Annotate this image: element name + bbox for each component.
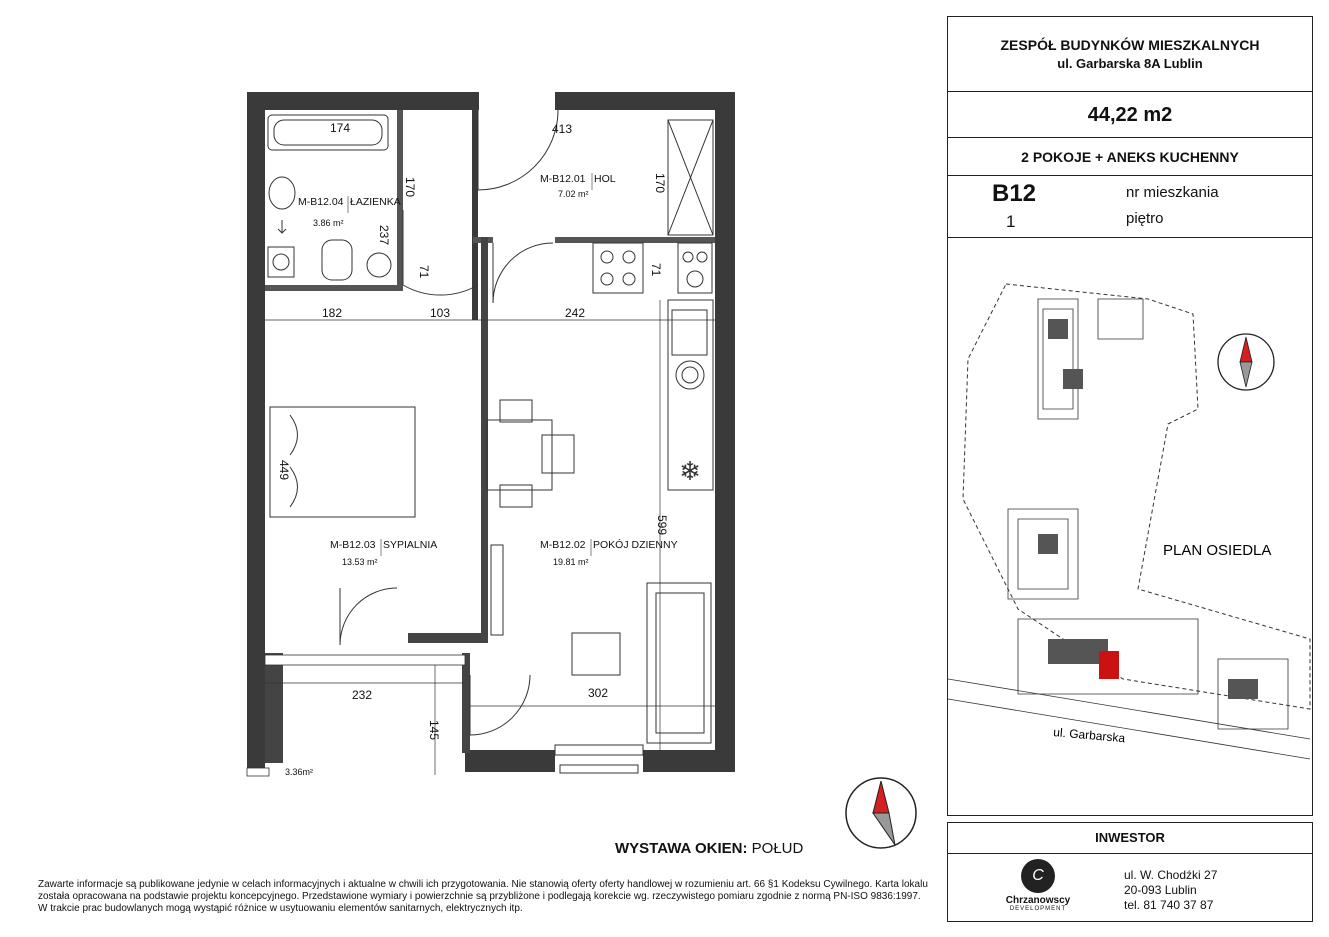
phone: tel. 81 740 37 87 xyxy=(1124,898,1214,912)
svg-text:M-B12.04: M-B12.04 xyxy=(298,196,344,208)
svg-text:HOL: HOL xyxy=(594,173,616,185)
svg-text:413: 413 xyxy=(552,122,573,136)
site-plan-label: PLAN OSIEDLA xyxy=(1163,542,1272,559)
unit-row xyxy=(948,176,1312,238)
svg-text:599: 599 xyxy=(655,515,669,536)
wall-north-left xyxy=(247,92,479,110)
site-plan-map xyxy=(948,239,1312,815)
disclaimer-line-3: W trakcie prac budowlanych mogą wystąpić różnice w usytuowaniu elementów sanitarnych, elektrycznych itp. xyxy=(38,903,523,914)
svg-text:3.36m²: 3.36m² xyxy=(285,767,314,777)
wall-balc-w xyxy=(265,653,283,763)
svg-text:M-B12.01: M-B12.01 xyxy=(540,173,586,185)
floor-number: 1 xyxy=(1006,212,1016,231)
investor-title: INWESTOR xyxy=(948,823,1312,854)
windows xyxy=(555,745,643,773)
bathtub xyxy=(268,115,388,150)
wall-bath-s xyxy=(265,285,403,291)
complex-header xyxy=(948,17,1312,92)
svg-text:M-B12.03: M-B12.03 xyxy=(330,539,376,551)
logo-mark-icon: C xyxy=(1021,859,1055,893)
svg-text:174: 174 xyxy=(330,121,351,135)
disclaimer-line-2: została opracowana na podstawie projektu koncepcyjnego. Przedstawione wymiary i powierzchnie są przybliżone i podlegają korekcie wg. rzeczywistego pomiaru zgodnie z normą PN-ISO 9836:1997. xyxy=(38,891,921,902)
rooms-row xyxy=(948,138,1312,176)
svg-text:19.81 m²: 19.81 m² xyxy=(553,557,589,567)
street-label: ul. Garbarska xyxy=(1052,725,1126,746)
svg-text:302: 302 xyxy=(588,686,609,700)
unit-label: nr mieszkania xyxy=(1126,184,1219,201)
wall-north-right xyxy=(555,92,735,110)
complex-address: ul. Garbarska 8A Lublin xyxy=(1057,56,1203,71)
complex-title: ZESPÓŁ BUDYNKÓW MIESZKALNYCH xyxy=(1000,37,1260,53)
rooms-description: 2 POKOJE + ANEKS KUCHENNY xyxy=(1021,149,1239,165)
info-panel xyxy=(947,16,1313,816)
address-line-1: ul. W. Chodźki 27 xyxy=(1124,868,1218,882)
svg-text:170: 170 xyxy=(403,177,417,198)
svg-text:145: 145 xyxy=(427,720,441,741)
investor-box xyxy=(947,822,1313,922)
svg-text:ŁAZIENKA: ŁAZIENKA xyxy=(350,196,401,208)
svg-text:M-B12.02: M-B12.02 xyxy=(540,539,586,551)
wall-south-right xyxy=(643,750,735,772)
svg-text:POKÓJ DZIENNY: POKÓJ DZIENNY xyxy=(593,539,678,551)
svg-text:7.02 m²: 7.02 m² xyxy=(558,189,589,199)
walls xyxy=(247,92,735,772)
window-orientation xyxy=(615,840,803,857)
wall-balc-e xyxy=(462,653,470,753)
svg-text:237: 237 xyxy=(377,225,391,246)
investor-logo xyxy=(998,859,1078,912)
floor-label: piętro xyxy=(1126,210,1164,227)
svg-text:103: 103 xyxy=(430,306,451,320)
dining-set xyxy=(487,400,574,507)
logo-name: Chrzanowscy xyxy=(1005,895,1071,906)
wall-int xyxy=(472,110,478,320)
wall-bed-s xyxy=(408,633,488,643)
wall-south-mid xyxy=(465,750,555,772)
disclaimer xyxy=(38,879,938,915)
compass-icon-small xyxy=(1218,334,1274,390)
living-furniture xyxy=(491,545,711,743)
total-area: 44,22 m2 xyxy=(1087,104,1173,126)
svg-text:71: 71 xyxy=(417,265,431,279)
svg-text:242: 242 xyxy=(565,306,586,320)
highlighted-unit xyxy=(1099,651,1119,679)
floor-plan xyxy=(240,85,740,795)
bathroom-fixtures xyxy=(268,177,391,280)
svg-text:71: 71 xyxy=(649,263,663,277)
svg-text:3.86 m²: 3.86 m² xyxy=(313,218,344,228)
wall-east xyxy=(715,92,735,752)
kitchen-counter xyxy=(668,120,713,490)
investor-address xyxy=(1124,868,1217,913)
unit-number: B12 xyxy=(992,180,1037,207)
svg-text:449: 449 xyxy=(277,460,291,481)
svg-text:❄: ❄ xyxy=(679,456,701,486)
area-row xyxy=(948,92,1312,138)
orientation-value: POŁUD xyxy=(751,840,804,857)
compass-icon xyxy=(843,775,919,851)
logo-sub: DEVELOPMENT xyxy=(1009,906,1067,912)
svg-text:182: 182 xyxy=(322,306,343,320)
address-line-2: 20-093 Lublin xyxy=(1124,883,1197,897)
svg-text:170: 170 xyxy=(653,173,667,194)
svg-text:13.53 m²: 13.53 m² xyxy=(342,557,378,567)
orientation-label: WYSTAWA OKIEN: xyxy=(615,840,748,857)
wall-kitchen xyxy=(555,237,715,243)
disclaimer-line-1: Zawarte informacje są publikowane jedynie w celach informacyjnych i aktualne w chwili ich przygotowania. Nie stanowią oferty oferty handlowej w rozumieniu art. 66 §1 Kodeksu Cywilnego. Karta lokalu xyxy=(38,879,928,890)
svg-text:SYPIALNIA: SYPIALNIA xyxy=(383,539,438,551)
wall-west xyxy=(247,92,265,772)
svg-text:232: 232 xyxy=(352,688,373,702)
